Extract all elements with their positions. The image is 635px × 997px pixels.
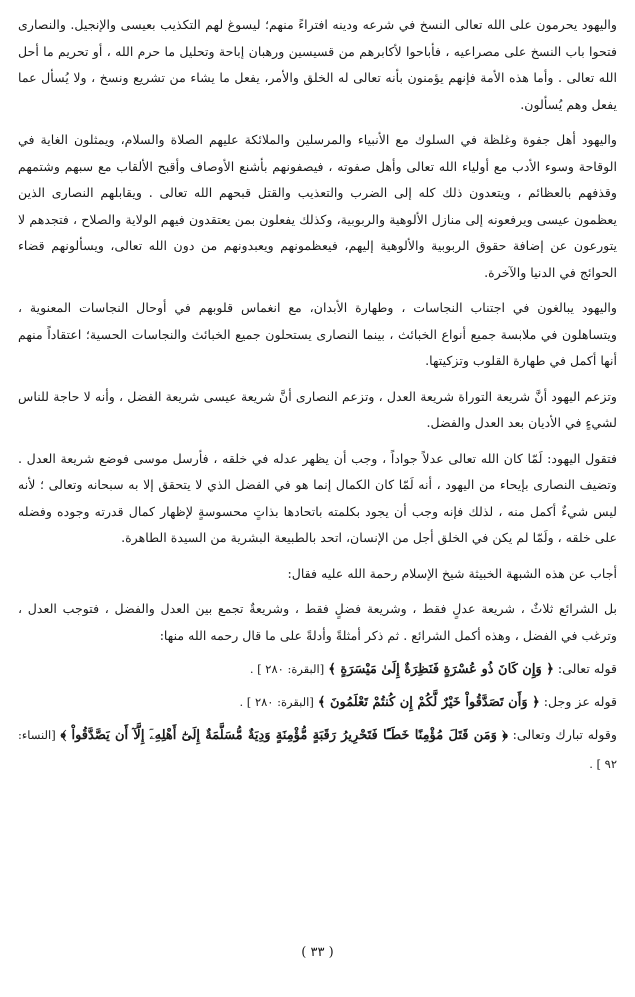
quran-text: ﴿ وَأَن تَصَدَّقُواْ خَيْرٌ لَّكُمْ إِن كُنتُمْ تَعْلَمُونَ ﴾ [317, 695, 540, 710]
paragraph-jafwa: واليهود أهل جفوة وغلظة في السلوك مع الأنبياء والمرسلين والملائكة عليهم الصلاة والسلام، ويمثلون الغاية في الوقاحة وسوء الأدب مع أولياء الله تعالى وأهل صفوته ، فيصفونهم بأشنع الأوصاف وأقبح الألقاب مع سبهم وشتمهم وقذفهم بالعظائم ، ويتعدون ذلك كله إلى الضرب والتعذيب والقتل قبحهم الله تعالى . ويقابلهم النصارى الذين يعظمون عيسى ويرفعونه إلى منازل الألوهية والربوبية، وكذلك يفعلون بمن يعتقدون فيهم الولاية والصلاح ، فتجدهم لا يتورعون عن إضافة حقوق الربوبية والألوهية إليهم، فيعظمونهم ويعبدونهم من دون الله تعالى، ويسألونهم قضاء الحوائج في الدنيا والآخرة. [18, 132, 617, 280]
paragraph-three-laws: بل الشرائع ثلاثٌ ، شريعة عدلٍ فقط ، وشريعة فضلٍ فقط ، وشريعةٌ تجمع بين العدل والفضل ، فتوجب العدل ، وترغب في الفضل ، وهذه أكمل الشرائع . ثم ذكر أمثلةً وأدلةً على ما قال رحمه الله منها: [18, 601, 617, 643]
paragraph-yahud-claim: فتقول اليهود: لَمّا كان الله تعالى عدلاً جواداً ، وجب أن يظهر عدله في خلقه ، فأرسل موسى فوضع شريعة العدل . وتضيف النصارى بإيحاء من اليهود ، أنه لَمّا كان الكمال إنما هو في الفضل الذي لا يتحقق إلا به سبحانه وتعالى ؛ لأنه ليس شيءٌ أكمل منه ، لذلك فإنه وجب أن يجود بكلمته باتحادها بذاتٍ محسوسةٍ لإظهار كمال قدرته وجوده وفضله على خلقه ، ولَمّا لم يكن في الخلق أجل من الإنسان، اتحد بالطبيعة البشرية من السيدة الطاهرة. [18, 450, 617, 545]
page-number: ( ٣٣ ) [301, 945, 334, 960]
quran-text: ﴿ وَمَن قَتَلَ مُؤْمِنًا خَطَـًٔا فَتَحْرِيرُ رَقَبَةٍ مُّؤْمِنَةٍ وَدِيَةٌ مُّسَلَّمَةٌ إِلَىٰٓ أَهْلِهِۦٓ إِلَّآ أَن يَصَّدَّقُواْ ﴾ [60, 728, 508, 743]
verse-reference: [البقرة: ٢٨٠ ] . [239, 695, 314, 709]
paragraph-najasat: واليهود يبالغون في اجتناب النجاسات ، وطهارة الأبدان، مع انغماس قلوبهم في أوحال النجاسات المعنوية ، ويتساهلون في ملابسة جميع أنواع الخبائث ، بينما النصارى يستحلون جميع الخبائث والنجاسات الحسية؛ اعتقاداً منهم أنها أكمل في طهارة القلوب وتزكيتها. [18, 300, 617, 368]
verse-line [18, 721, 617, 778]
paragraph-nasikh: واليهود يحرمون على الله تعالى النسخ في شرعه ودينه افتراءً منهم؛ ليسوغ لهم التكذيب بعيسى والإنجيل. والنصارى فتحوا باب النسخ على مصراعيه ، فأباحوا لأكابرهم من قسيسين ورهبان إباحة وتحليل ما حرم الله ، أو تحريم ما أحل الله تعالى . وأما هذه الأمة فإنهم يؤمنون بأنه تعالى له الخلق والأمر، يفعل ما يشاء من تشريع ونسخ ، ولا يُسأل عما يفعل وهم يُسألون. [18, 17, 617, 112]
verse-intro: قوله عز وجل: [543, 694, 617, 709]
quran-text: ﴿ وَإِن كَانَ ذُو عُسْرَةٍ فَنَظِرَةٌ إِلَىٰ مَيْسَرَةٍ ﴾ [328, 662, 554, 677]
verse-reference: [النساء: ٩٢ ] . [18, 728, 617, 771]
verse-reference: [البقرة: ٢٨٠ ] . [249, 662, 325, 676]
paragraph-adl-fadl: وتزعم اليهود أنَّ شريعة التوراة شريعة العدل ، وتزعم النصارى أنَّ شريعة عيسى شريعة الفضل ، وأنه لا حاجة للناس لشيءٍ في الأديان بعد العدل والفضل. [18, 388, 617, 430]
verse-intro: قوله تعالى: [557, 661, 617, 676]
verse-intro: وقوله تبارك وتعالى: [512, 727, 617, 742]
verse-line [18, 688, 617, 717]
verse-line [18, 655, 617, 684]
paragraph-answer-intro: أجاب عن هذه الشبهة الخبيثة شيخ الإسلام رحمة الله عليه فقال: [287, 565, 617, 581]
